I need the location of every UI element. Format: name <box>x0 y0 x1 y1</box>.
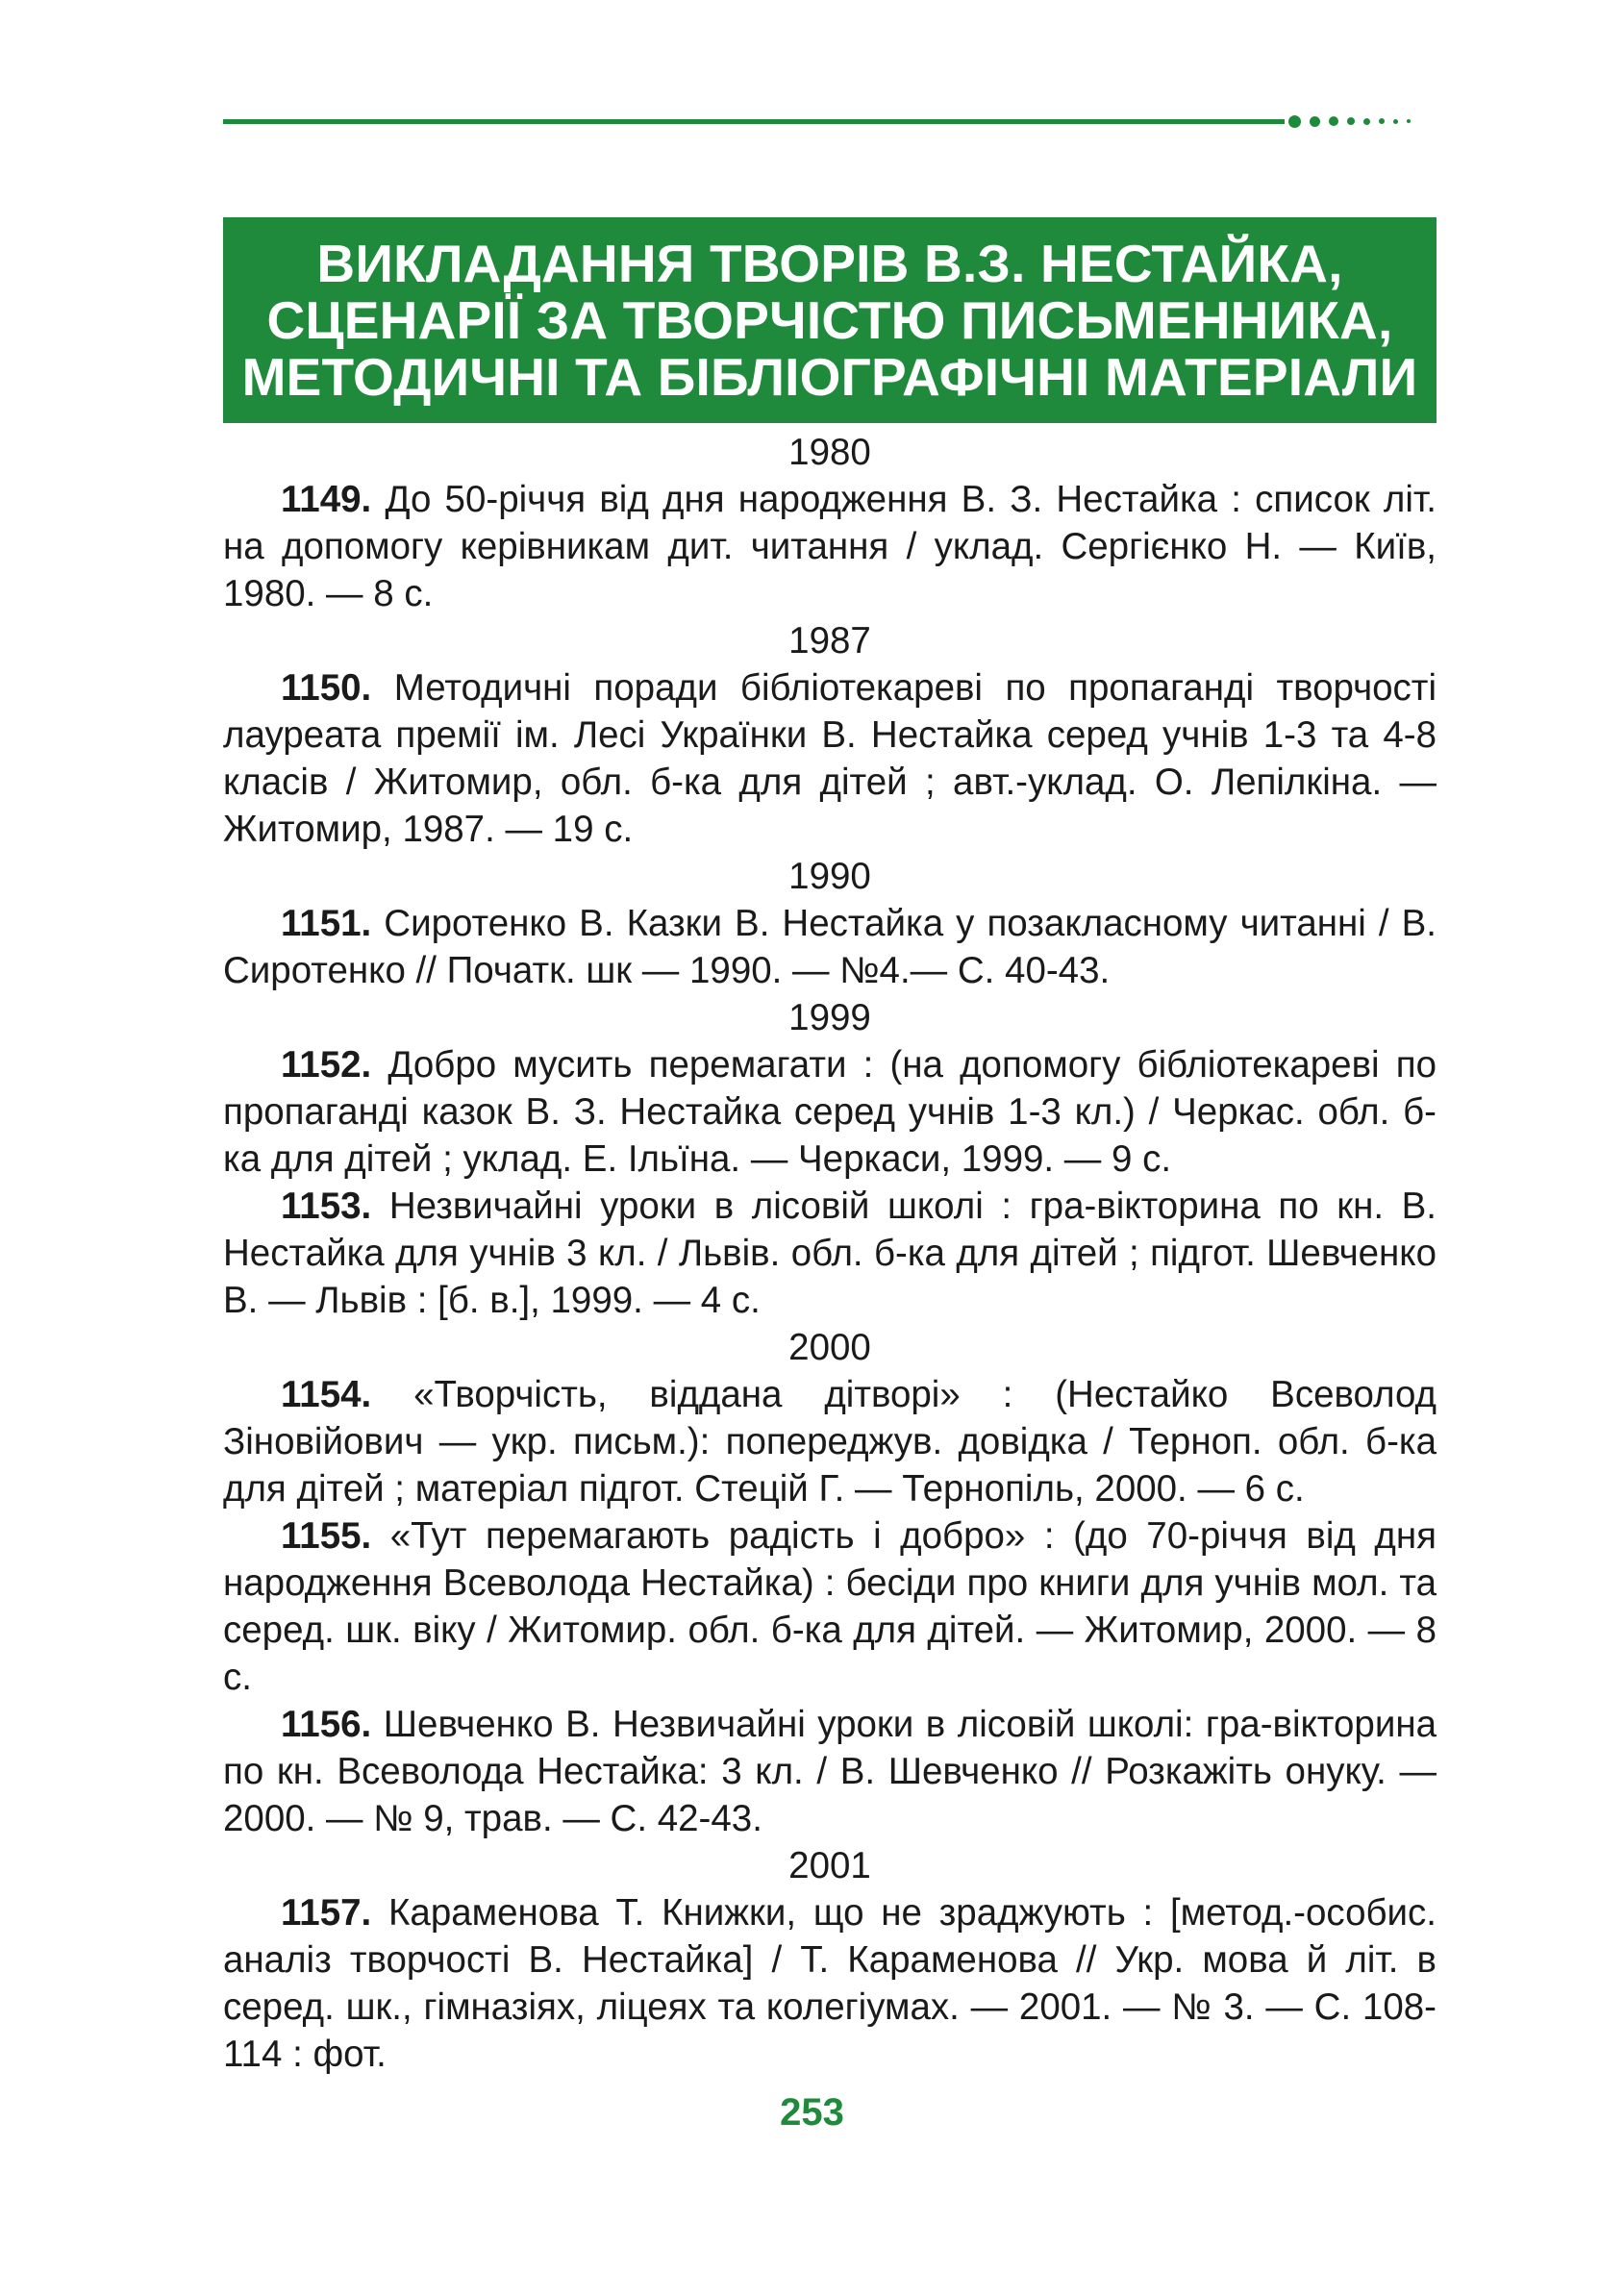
year-heading: 1990 <box>788 856 871 897</box>
entry-text: Добро мусить перемагати : (на допомогу бібліотекареві по пропаганді казок В. З. Нестайка серед учнів 1-3 кл.) / Черкас. обл. б-ка для дітей ; уклад. Е. Ільїна. — Черкаси, 1999. — 9 с. <box>223 1044 1437 1180</box>
page-number: 253 <box>780 2091 844 2134</box>
title-banner <box>223 217 1437 423</box>
entry-text: Незвичайні уроки в лісовій школі : гра-вікторина по кн. В. Нестайка для учнів 3 кл. / Львів. обл. б-ка для дітей ; підгот. Шевченко В. — Львів : [б. в.], 1999. — 4 с. <box>223 1186 1437 1321</box>
entry-text: «Тут перемагають радість і добро» : (до 70-річчя від дня народження Всеволода Нестайка) : бесіди про книги для учнів мол. та серед. шк. віку / Житомир. обл. б-ка для дітей. — Житомир, 2000. — 8 с. <box>223 1515 1437 1698</box>
entry-number: 1150. <box>281 667 372 709</box>
year-heading: 2000 <box>788 1327 871 1368</box>
bibliography-entry <box>223 1183 1437 1324</box>
bibliography-entry <box>223 476 1437 617</box>
bibliography-entry <box>223 1701 1437 1842</box>
header-dots <box>1288 113 1442 129</box>
entry-text: Методичні поради бібліотекареві по пропаганді творчості лауреата премії ім. Лесі Українки В. Нестайка серед учнів 1-3 та 4-8 класів / Житомир, обл. б-ка для дітей ; авт.-уклад. О. Лепілкіна. — Житомир, 1987. — 19 с. <box>223 667 1437 850</box>
bibliography-entry <box>223 1371 1437 1512</box>
page-title: ВИКЛАДАННЯ ТВОРІВ В.З. НЕСТАЙКА, СЦЕНАРІЇ ЗА ТВОРЧІСТЮ ПИСЬМЕННИКА, МЕТОДИЧНІ ТА БІБЛІОГРАФІЧНІ МАТЕРІАЛИ <box>241 233 1418 407</box>
bibliography-entry <box>223 900 1437 994</box>
bibliography-entry <box>223 1889 1437 2078</box>
entry-text: Сиротенко В. Казки В. Нестайка у позакласному читанні / В. Сиротенко // Початк. шк — 1990. — №4.— С. 40-43. <box>223 903 1437 991</box>
entry-number: 1157. <box>281 1892 372 1934</box>
bibliography-entry <box>223 664 1437 853</box>
bibliography-entry <box>223 1512 1437 1701</box>
entry-text: Караменова Т. Книжки, що не зраджують : [метод.-особис. аналіз творчості В. Нестайка] / Т. Караменова // Укр. мова й літ. в серед. шк., гімназіях, ліцеях та колегіумах. — 2001. — № 3. — С. 108-114 : фот. <box>223 1892 1437 2075</box>
entry-number: 1156. <box>281 1704 372 1745</box>
entry-text: Шевченко В. Незвичайні уроки в лісовій школі: гра-вікторина по кн. Всеволода Нестайка: 3 кл. / В. Шевченко // Розкажіть онуку. — 2000. — № 9, трав. — С. 42-43. <box>223 1704 1437 1839</box>
year-heading: 1980 <box>788 432 871 473</box>
entry-number: 1149. <box>281 479 372 520</box>
entry-number: 1154. <box>281 1374 372 1415</box>
entry-text: До 50-річчя від дня народження В. З. Нестайка : список літ. на допомогу керівникам дит. читання / уклад. Сергієнко Н. — Київ, 1980. — 8 с. <box>223 479 1437 614</box>
year-heading: 1999 <box>788 997 871 1038</box>
bibliography-list <box>223 429 1437 2078</box>
year-heading: 2001 <box>788 1845 871 1886</box>
header-rule <box>223 119 1285 124</box>
entry-number: 1152. <box>281 1044 372 1086</box>
entry-number: 1153. <box>281 1186 372 1227</box>
entry-number: 1155. <box>281 1515 372 1557</box>
entry-number: 1151. <box>281 903 372 944</box>
bibliography-entry <box>223 1041 1437 1183</box>
entry-text: «Творчість, віддана дітворі» : (Нестайко Всеволод Зіновійович — укр. письм.): попереджув. довідка / Терноп. обл. б-ка для дітей ; матеріал підгот. Стецій Г. — Тернопіль, 2000. — 6 с. <box>223 1374 1437 1510</box>
year-heading: 1987 <box>788 620 871 662</box>
